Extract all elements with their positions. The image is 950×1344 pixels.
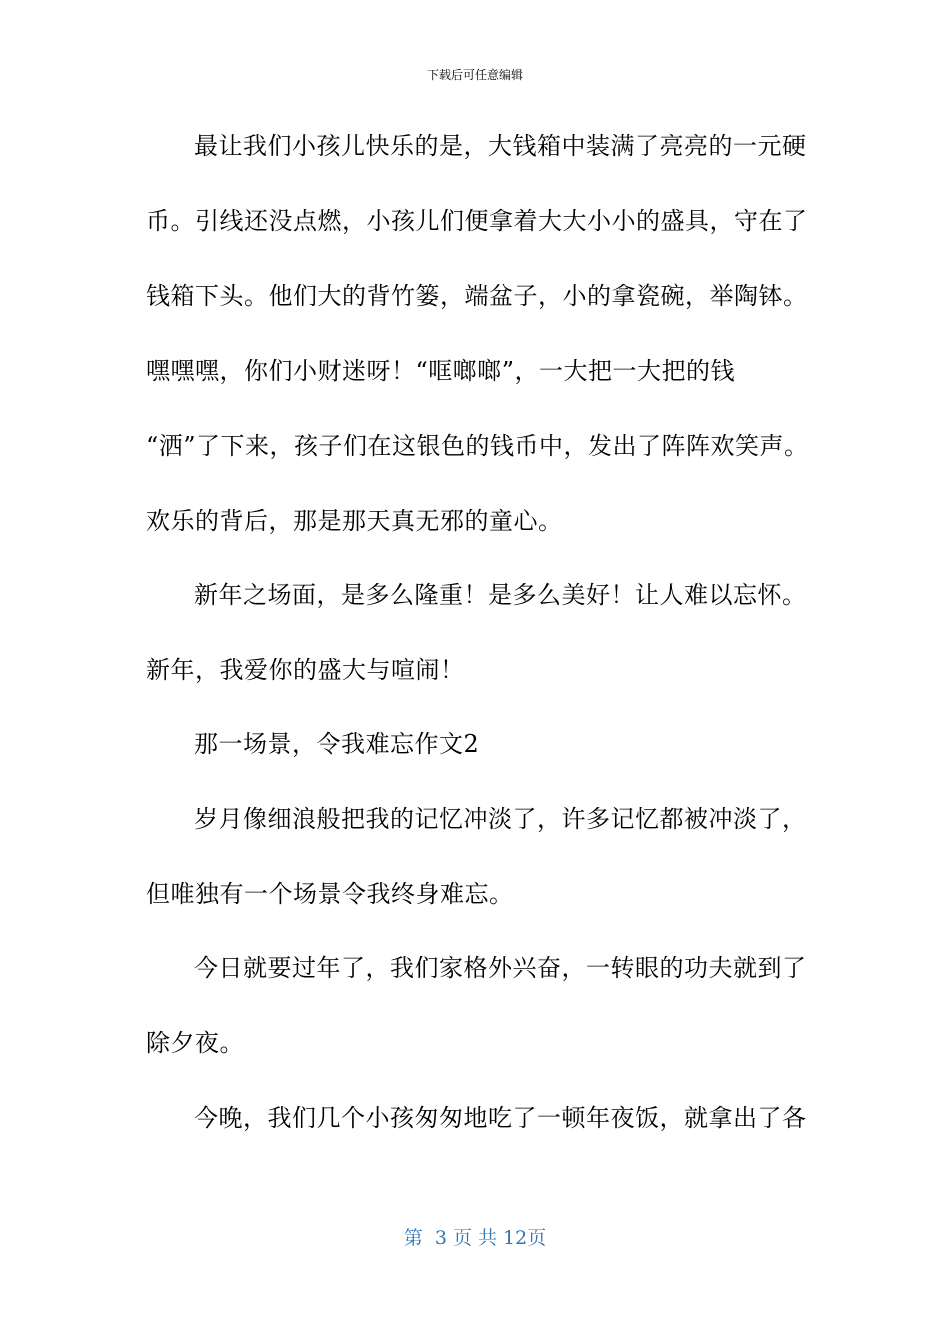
- text-line: 最让我们小孩儿快乐的是，大钱箱中装满了亮亮的一元硬: [194, 132, 807, 160]
- text-line: 嘿嘿嘿，你们小财迷呀！“哐啷啷”，一大把一大把的钱: [146, 357, 736, 385]
- page-number-footer: 第 3 页 共 12页: [403, 1227, 547, 1249]
- text-line: 新年，我爱你的盛大与喧闹！: [146, 656, 465, 684]
- text-line: 岁月像细浪般把我的记忆冲淡了，许多记忆都被冲淡了，: [194, 805, 807, 833]
- text-line: 钱箱下头。他们大的背竹篓，端盆子，小的拿瓷碗，举陶钵。: [146, 282, 808, 310]
- text-line: 币。引线还没点燃，小孩儿们便拿着大大小小的盛具，守在了: [146, 207, 808, 235]
- text-line: 但唯独有一个场景令我终身难忘。: [146, 880, 514, 908]
- text-line: “洒”了下来，孩子们在这银色的钱币中，发出了阵阵欢笑声。: [146, 432, 809, 460]
- essay-title: 那一场景，令我难忘作文2: [194, 730, 480, 758]
- text-line: 今晚，我们几个小孩匆匆地吃了一顿年夜饭，就拿出了各: [194, 1104, 807, 1132]
- text-line: 今日就要过年了，我们家格外兴奋，一转眼的功夫就到了: [194, 954, 807, 982]
- text-line: 除夕夜。: [146, 1029, 244, 1057]
- page-header: 下载后可任意编辑: [426, 68, 523, 82]
- text-line: 欢乐的背后，那是那天真无邪的童心。: [146, 507, 563, 535]
- text-line: 新年之场面，是多么隆重！是多么美好！让人难以忘怀。: [194, 581, 807, 609]
